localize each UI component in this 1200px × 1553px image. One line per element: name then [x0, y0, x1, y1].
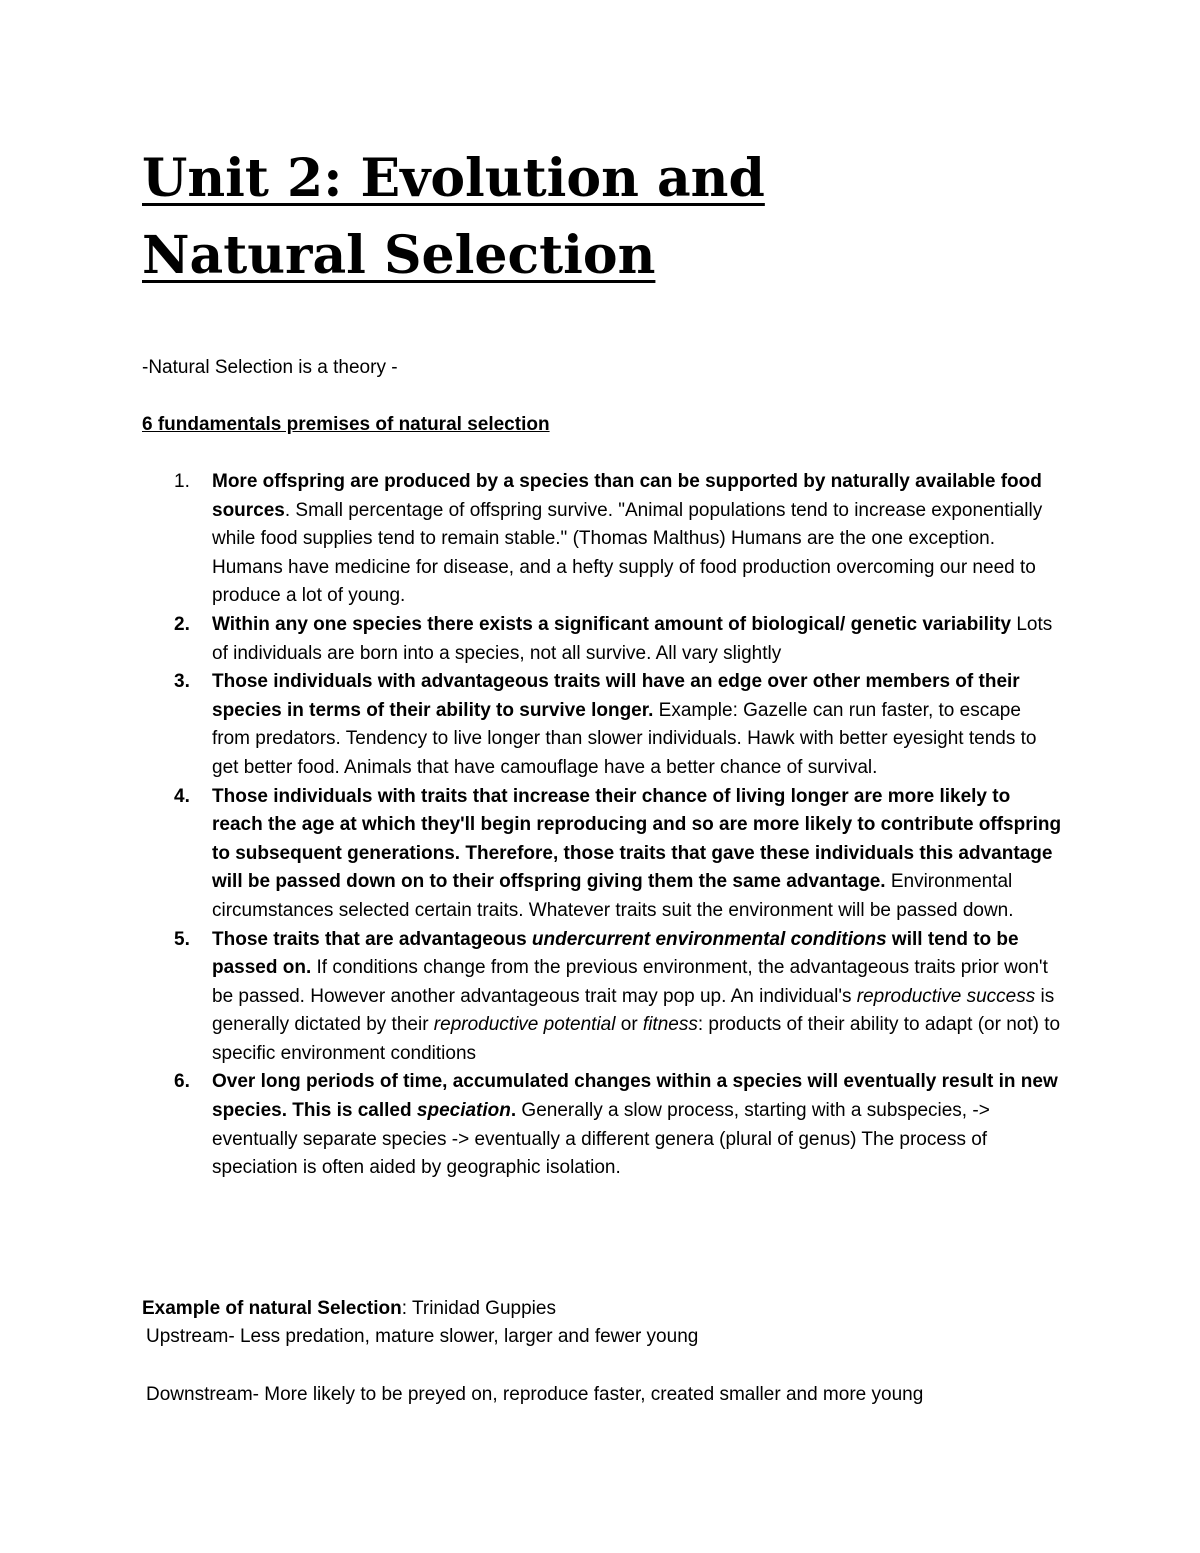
- list-item-number: 2.: [174, 613, 190, 635]
- premise-explanation: Example: Gazelle can run faster, to escape from predators. Tendency to live longer than slower individuals. Hawk with better eyesight tends to get better food. Animals that have camouflage have a better chance of survival.: [212, 699, 1037, 778]
- premise-statement-end: will tend to be passed on.: [212, 928, 1019, 979]
- list-item: [142, 611, 1062, 668]
- list-item: [142, 783, 1062, 926]
- premise-explanation: . Small percentage of offspring survive. "Animal populations tend to increase exponentially while food supplies tend to remain stable." (Thomas Malthus) Humans are the one exception. Humans have medicine for disease, and a hefty supply of food production overcoming our need to produce a lot of young.: [212, 499, 1043, 607]
- list-item: 6. Over long periods of time, accumulated changes within a species will eventually result in new species. This is called speciation. Generally a slow process, starting with a subspecies, -> eventually separate species -> eventually a different genera (plural of genus) The process of speciation is often aided by geographic isolation.: [142, 1068, 1062, 1182]
- term-reproductive-success: reproductive success: [856, 985, 1036, 1007]
- list-item: 5. Those traits that are advantageous undercurrent environmental conditions will tend to be passed on. If conditions change from the previous environment, the advantageous traits prior won't be passed. However another advantageous trait may pop up. An individual's reproductive success is generally dictated by their reproductive potential or fitness: products of their ability to adapt (or not) to specific environment conditions: [142, 926, 1062, 1069]
- premise-statement: Those individuals with traits that increase their chance of living longer are more likely to reach the age at which they'll begin reproducing and so are more likely to contribute offspring to subsequent generations. Therefore, those traits that gave these individuals this advantage will be passed down on to their offspring giving them the same advantage.: [212, 785, 1062, 893]
- premise-statement: Those individuals with advantageous traits will have an edge over other members of their species in terms of their ability to survive longer.: [212, 671, 1020, 721]
- list-item-number: 3.: [174, 671, 190, 693]
- premises-heading: 6 fundamentals premises of natural selection: [142, 414, 550, 435]
- list-item-number: 1.: [174, 471, 190, 492]
- list-item: [142, 668, 1062, 782]
- premise-statement: Those traits that are advantageous: [212, 928, 532, 950]
- premise-statement: Over long periods of time, accumulated changes within a species will eventually result in new species. This is called: [212, 1071, 1058, 1122]
- premise-emphasis: undercurrent environmental conditions: [531, 928, 887, 950]
- term-reproductive-potential: reproductive potential: [433, 1014, 616, 1036]
- example-label: Example of natural Selection: [142, 1298, 402, 1319]
- list-item-number: 6.: [174, 1071, 190, 1093]
- list-item-number: 4.: [174, 785, 190, 807]
- upstream-line: Upstream- Less predation, mature slower, larger and fewer young: [146, 1326, 699, 1347]
- example-line: [142, 1295, 556, 1324]
- premise-explanation: Generally a slow process, starting with a subspecies, -> eventually separate species -> eventually a different genera (plural of genus) The process of speciation is often aided by geographic isolation.: [212, 1100, 990, 1179]
- intro-line: -Natural Selection is a theory -: [142, 357, 398, 378]
- example-value: : Trinidad Guppies: [401, 1298, 556, 1319]
- downstream-line: Downstream- More likely to be preyed on, reproduce faster, created smaller and more young: [146, 1384, 924, 1405]
- premise-explanation: If conditions change from the previous environment, the advantageous traits prior won't be passed. However another advantageous trait may pop up. An individual's: [212, 957, 1048, 1007]
- premise-statement: More offspring are produced by a species than can be supported by naturally available food sources: [212, 471, 1042, 521]
- list-item: [142, 468, 1062, 611]
- premise-statement: Within any one species there exists a significant amount of biological/ genetic variability: [212, 613, 1012, 635]
- premises-list: [142, 468, 1062, 1183]
- term-fitness: fitness: [642, 1014, 698, 1036]
- premise-explanation: Lots of individuals are born into a species, not all survive. All vary slightly: [212, 613, 1053, 664]
- list-item-number: 5.: [174, 928, 190, 950]
- page-title: Unit 2: Evolution and Natural Selection: [142, 148, 765, 286]
- premise-explanation: Environmental circumstances selected certain traits. Whatever traits suit the environment will be passed down.: [212, 871, 1014, 921]
- term-speciation: speciation: [416, 1100, 511, 1122]
